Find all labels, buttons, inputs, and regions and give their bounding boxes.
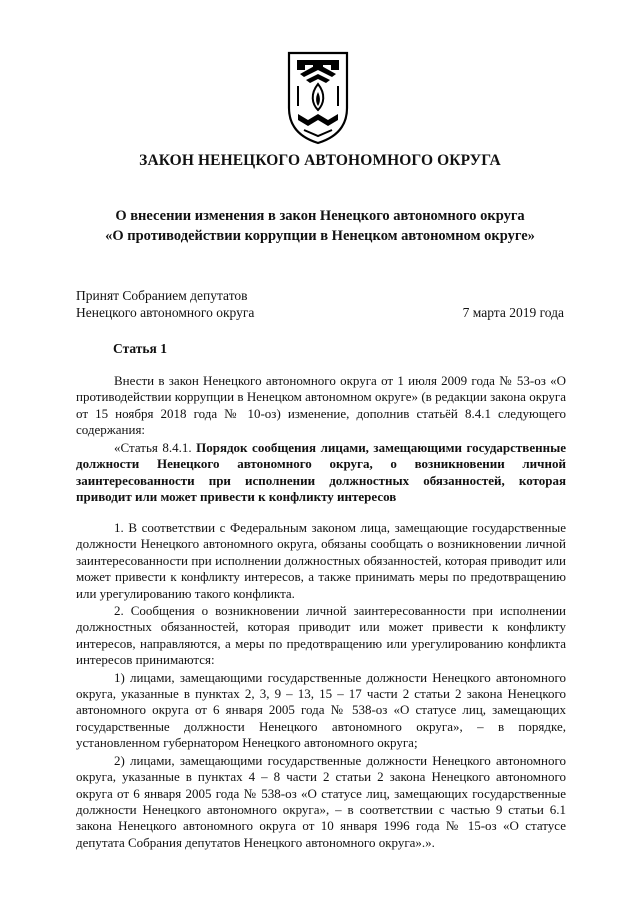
law-title: ЗАКОН НЕНЕЦКОГО АВТОНОМНОГО ОКРУГА bbox=[139, 152, 501, 169]
intro-paragraph bbox=[76, 373, 566, 439]
adoption-block bbox=[76, 287, 254, 321]
adopted-by-line-1: Принят Собранием депутатов bbox=[76, 288, 248, 303]
subject-line-2: «О противодействии коррупции в Ненецком автономном округе» bbox=[105, 228, 535, 244]
adoption-date: 7 марта 2019 года bbox=[462, 305, 564, 320]
intro-text: Внести в закон Ненецкого автономного округа от 1 июля 2009 года № 53-оз «О противодействии коррупции в Ненецком автономном округе» (в редакции закона округа от 15 ноября 2018 года № 10-оз) изменение, дополнив статьёй 8.4.1 следующего содержания: bbox=[76, 373, 566, 438]
article-clauses bbox=[76, 520, 566, 851]
subject-line-1: О внесении изменения в закон Ненецкого автономного округа bbox=[115, 208, 525, 224]
adopted-by-line-2: Ненецкого автономного округа bbox=[76, 305, 255, 320]
law-subject bbox=[60, 206, 580, 246]
inserted-article-line bbox=[76, 440, 566, 506]
inserted-article-title: Порядок сообщения лицами, замещающими государственные должности Ненецкого автономного округа, о возникновении личной заинтересованности при исполнении должностных обязанностей, которая приводит или может привести к конфликту интересов bbox=[76, 440, 566, 505]
coat-of-arms-emblem bbox=[286, 50, 350, 146]
clause-paragraph: 1. В соответствии с Федеральным законом лица, замещающие государственные должности Ненецкого автономного округа, обязаны сообщать о возникновении личной заинтересованности при исполнении должностных обязанностей, которая приводит или может привести к конфликту интересов, а также принимать меры по предотвращению или урегулированию такого конфликта. bbox=[76, 520, 566, 601]
clause-paragraph: 2) лицами, замещающими государственные должности Ненецкого автономного округа, указанные в пунктах 4 – 8 части 2 статьи 2 закона Ненецкого автономного округа от 6 января 2005 года № 538-оз «О статусе лиц, замещающих государственные должности Ненецкого автономного округа», – в соответствии с частью 9 статьи 6.1 закона Ненецкого автономного округа от 10 января 1996 года № 15-оз «О статусе депутата Собрания депутатов Ненецкого автономного округа».». bbox=[76, 752, 566, 850]
inserted-article-heading bbox=[76, 440, 566, 506]
clause-paragraph: 1) лицами, замещающими государственные должности Ненецкого автономного округа, указанные в пунктах 2, 3, 9 – 13, 15 – 17 части 2 статьи 2 закона Ненецкого автономного округа от 6 января 2005 года № 538-оз «О статусе лиц, замещающих государственные должности Ненецкого автономного округа», – в порядке, установленном губернатором Ненецкого автономного округа; bbox=[76, 669, 566, 751]
clause-paragraph: 2. Сообщения о возникновении личной заинтересованности при исполнении должностных обязанностей, которая приводит или может привести к конфликту интересов, направляются, а меры по предотвращению или урегулированию конфликта интересов принимаются: bbox=[76, 603, 566, 668]
inserted-article-prefix: «Статья 8.4.1. bbox=[114, 440, 197, 455]
article-heading: Статья 1 bbox=[113, 341, 167, 356]
